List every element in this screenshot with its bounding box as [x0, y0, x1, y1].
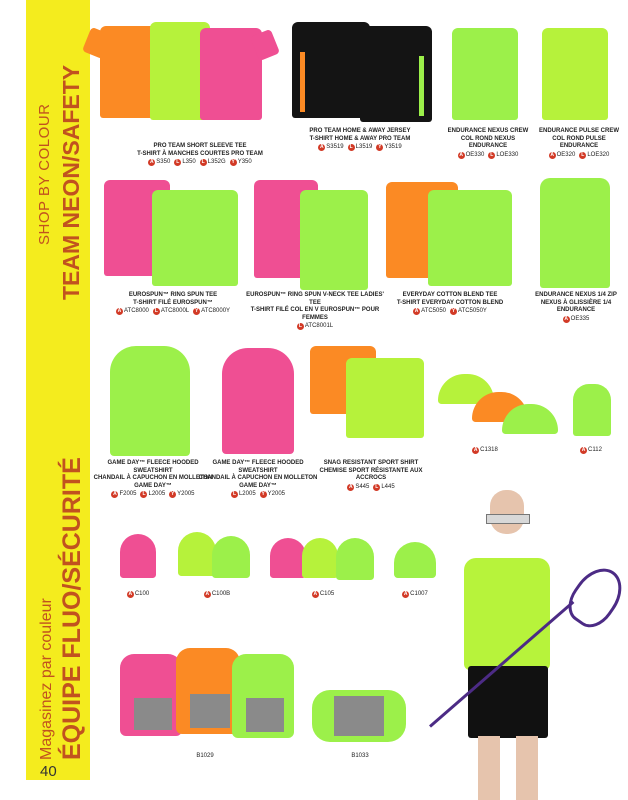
backpack-pink-image: [120, 654, 182, 736]
team-neon-safety-title: TEAM NEON/SAFETY: [58, 64, 84, 300]
caption-title: SNAG RESISTANT SPORT SHIRT: [323, 460, 419, 466]
badge-icon: L: [375, 483, 379, 490]
style-codes: [180, 753, 230, 761]
style-code: C100: [134, 591, 150, 597]
badge-icon: A: [313, 591, 318, 598]
player-shorts: [468, 666, 548, 738]
caption-title: EUROSPUN™ RING SPUN TEE: [128, 292, 218, 298]
caption-pro-team-jersey: [295, 128, 425, 152]
style-code: L350: [182, 159, 196, 165]
style-code: L352G: [207, 159, 226, 165]
style-code: L445: [381, 483, 395, 490]
beanie-c1007-image: [394, 542, 436, 578]
shop-by-colour-label: SHOP BY COLOUR: [36, 103, 53, 245]
caption-subtitle: T-SHIRT EVERYDAY COTTON BLEND: [396, 299, 504, 306]
style-code: L2005: [148, 491, 166, 497]
caption-title: PRO TEAM HOME & AWAY JERSEY: [309, 128, 411, 134]
style-code: ATC8000: [123, 308, 149, 314]
polo-yellow-image: [346, 358, 424, 438]
caption-eurospun-vneck: [245, 292, 385, 331]
badge-icon: A: [564, 315, 568, 322]
badge-icon: L: [142, 491, 146, 498]
caption-subtitle: COL ROND PULSE ENDURANCE: [552, 135, 606, 149]
style-codes: [535, 152, 623, 160]
badge-icon: L: [581, 151, 585, 158]
player-shirt: [464, 558, 550, 670]
style-code: F2005: [119, 491, 137, 497]
caption-beanie-c100b: [192, 590, 242, 599]
duffel-bag-image: [312, 690, 406, 742]
style-code: C105: [319, 591, 335, 597]
team-neon-safety-title-fr: ÉQUIPE FLUO/SÉCURITÉ: [58, 457, 86, 760]
badge-icon: A: [117, 308, 122, 315]
style-code: ATC5050: [421, 308, 446, 314]
caption-backpack: [180, 752, 230, 761]
style-codes: [130, 159, 270, 167]
caption-subtitle: COL ROND NEXUS ENDURANCE: [460, 135, 516, 149]
beanie-green-image: [212, 536, 250, 578]
badge-icon: A: [473, 447, 478, 454]
style-code: ATC5050Y: [458, 308, 487, 314]
hoodie-pink-image: [222, 348, 294, 454]
badge-icon: L: [201, 159, 205, 166]
tshirt-orange-image: [100, 26, 156, 118]
style-code: Y350: [237, 159, 252, 165]
badge-icon: Y: [194, 308, 199, 315]
caption-subtitle: T-SHIRT HOME & AWAY PRO TEAM: [309, 135, 411, 142]
badge-icon: A: [205, 591, 210, 598]
style-code: C1007: [410, 591, 428, 597]
nexus-zip-image: [540, 178, 610, 288]
player-head: [490, 490, 524, 534]
badge-icon: Y: [378, 144, 382, 151]
style-codes: [390, 591, 440, 599]
jersey-black-green-image: [360, 26, 432, 122]
caption-title: GAME DAY™ FLEECE HOODED SWEATSHIRT: [107, 460, 199, 474]
style-code: Y2005: [267, 491, 286, 497]
caption-subtitle: T-SHIRT FILÉ COL EN V EUROSPUN™ POUR FEMMES: [250, 307, 380, 321]
vneck-green-image: [300, 190, 368, 290]
badge-icon: A: [581, 447, 586, 454]
style-codes: [395, 308, 505, 316]
style-codes: [192, 591, 242, 599]
caption-title: EVERYDAY COTTON BLEND TEE: [402, 292, 498, 298]
style-codes: [455, 447, 515, 455]
style-codes: [298, 591, 348, 599]
style-code: ATC8001L: [304, 323, 334, 329]
style-code: S350: [156, 159, 171, 165]
caption-everyday-blend: [395, 292, 505, 316]
caption-duffel: [335, 752, 385, 761]
style-code: B1033: [351, 753, 369, 759]
style-codes: [443, 152, 533, 160]
style-code: ATC8000L: [160, 308, 190, 314]
style-code: ATC8000Y: [201, 308, 231, 314]
lacrosse-player-photo: [440, 480, 580, 800]
badge-icon: A: [459, 151, 463, 158]
caption-title: GAME DAY™ FLEECE HOODED SWEATSHIRT: [212, 460, 304, 474]
shop-by-colour-label-fr: Magasinez par couleur: [38, 598, 55, 760]
beanie-c112-image: [573, 384, 611, 436]
caption-beanie-c100: [115, 590, 161, 599]
style-code: L2005: [238, 491, 256, 497]
badge-icon: A: [414, 308, 419, 315]
badge-icon: L: [154, 308, 158, 315]
backpack-orange-image: [176, 648, 240, 734]
caption-caps: [455, 446, 515, 455]
beanie-pink-image: [120, 534, 156, 578]
badge-icon: A: [149, 159, 154, 166]
style-code: S445: [355, 483, 370, 490]
badge-icon: A: [128, 591, 133, 598]
beanie-c105-pink-image: [270, 538, 306, 578]
caption-beanie-c1007: [390, 590, 440, 599]
badge-icon: A: [113, 491, 117, 498]
caption-title: PRO TEAM SHORT SLEEVE TEE: [153, 143, 247, 149]
caption-subtitle: CHANDAIL À CAPUCHON EN MOLLETON GAME DAY™: [93, 475, 213, 489]
style-code: S3519: [326, 144, 344, 150]
style-codes: [93, 491, 213, 499]
caption-nexus-crew: [443, 128, 533, 159]
badge-icon: A: [403, 591, 408, 598]
style-code: OE320: [556, 151, 576, 158]
caption-title: ENDURANCE NEXUS 1/4 ZIP: [535, 292, 617, 298]
caption-title: ENDURANCE PULSE CREW: [538, 128, 619, 134]
badge-icon: L: [232, 491, 236, 498]
style-codes: [115, 591, 161, 599]
caption-subtitle: CHANDAIL À CAPUCHON EN MOLLETON GAME DAY™: [198, 475, 318, 489]
caption-nexus-zip: [528, 292, 624, 323]
style-code: Y3519: [384, 144, 402, 150]
caption-gameday-hood-a: [93, 460, 213, 499]
style-code: OE330: [465, 151, 485, 158]
badge-icon: L: [298, 323, 302, 330]
style-codes: [308, 484, 434, 492]
beanie-c105-green-image: [336, 538, 374, 580]
badge-icon: A: [319, 144, 324, 151]
style-codes: [196, 491, 320, 499]
caption-subtitle: NEXUS À GLISSIÈRE 1/4 ENDURANCE: [540, 299, 612, 313]
style-code: B1029: [196, 753, 214, 759]
hoodie-green-image: [110, 346, 190, 456]
tshirt-pink-image: [200, 28, 262, 120]
everyday-green-image: [428, 190, 512, 286]
caption-snag-polo: [308, 460, 434, 491]
style-code: C1318: [480, 447, 498, 453]
player-leg: [516, 736, 538, 800]
page-number: 40: [40, 763, 57, 780]
style-code: OE335: [570, 315, 590, 322]
badge-icon: A: [550, 151, 554, 158]
caption-pro-team-sleeve: [130, 143, 270, 167]
caption-subtitle: T-SHIRT FILÉ EUROSPUN™: [133, 299, 213, 306]
style-codes: [335, 753, 385, 761]
style-codes: [528, 316, 624, 324]
style-code: C100B: [211, 591, 231, 597]
badge-icon: L: [490, 151, 494, 158]
badge-icon: Y: [231, 159, 235, 166]
caption-title: EUROSPUN™ RING SPUN V-NECK TEE LADIES' TEE: [246, 292, 384, 306]
caption-gameday-hood-b: [196, 460, 320, 499]
goggles-icon: [486, 514, 530, 524]
caption-eurospun-tee: [103, 292, 243, 316]
caption-subtitle: T-SHIRT À MANCHES COURTES PRO TEAM: [137, 150, 263, 157]
backpack-green-image: [232, 654, 294, 738]
nexus-crew-image: [452, 28, 518, 120]
style-codes: [563, 447, 619, 455]
style-code: LOE330: [496, 151, 519, 158]
badge-icon: A: [349, 483, 353, 490]
badge-icon: Y: [451, 308, 456, 315]
style-code: LOE320: [587, 151, 610, 158]
caption-subtitle: CHEMISE SPORT RÉSISTANTE AUX ACCROCS: [319, 467, 423, 481]
style-codes: [245, 323, 385, 331]
style-code: Y2005: [177, 491, 195, 497]
badge-icon: L: [349, 144, 353, 151]
badge-icon: Y: [261, 491, 265, 498]
style-code: C112: [588, 447, 602, 453]
style-codes: [103, 308, 243, 316]
badge-icon: L: [176, 159, 180, 166]
caption-pulse-crew: [535, 128, 623, 159]
player-leg: [478, 736, 500, 800]
pulse-crew-image: [542, 28, 608, 120]
style-code: L3519: [355, 144, 373, 150]
beanie-c105-yellow-image: [302, 538, 338, 578]
beanie-yellow-image: [178, 532, 216, 576]
caption-beanie-c112: [563, 446, 619, 455]
caption-beanie-c105: [298, 590, 348, 599]
style-codes: [295, 144, 425, 152]
badge-icon: Y: [171, 491, 175, 498]
caption-title: ENDURANCE NEXUS CREW: [447, 128, 529, 134]
jersey-black-orange-image: [292, 22, 370, 118]
eurospun-tee-green-image: [152, 190, 238, 286]
